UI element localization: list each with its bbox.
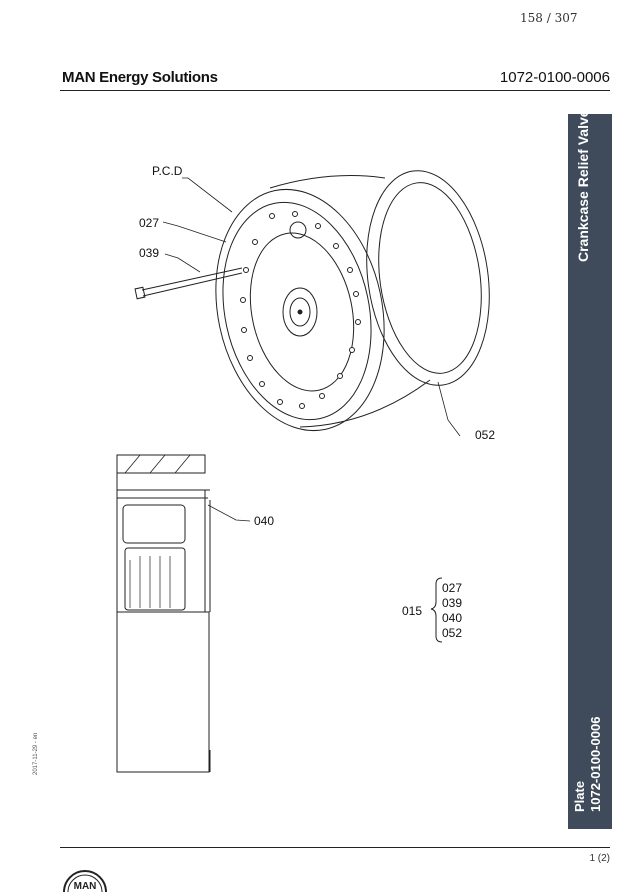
leader-lines: [163, 178, 460, 521]
assembly-brace: [431, 578, 442, 642]
assembly-child-039: 039: [442, 596, 463, 610]
valve-body-drawing: [194, 163, 502, 447]
company-name: MAN Energy Solutions: [62, 69, 218, 86]
page-indicator: 158 / 307: [520, 11, 578, 25]
bolt-drawing: [135, 268, 242, 299]
plate-number: 1072-0100-0006: [588, 716, 603, 812]
assembly-child-027: 027: [442, 581, 463, 595]
label-part-027: 027: [139, 216, 160, 230]
plate-label: Plate: [572, 780, 587, 812]
label-part-052: 052: [475, 428, 496, 442]
assembly-child-040: 040: [442, 611, 463, 625]
logo-text: MAN: [73, 881, 97, 892]
sidebar-title: Crankcase Relief Valve: [575, 109, 591, 262]
assembly-parent-label: 015: [402, 604, 423, 618]
label-part-039: 039: [139, 246, 160, 260]
assembly-child-052: 052: [442, 626, 463, 640]
label-pcd: P.C.D: [152, 164, 183, 178]
footer-divider: [60, 847, 610, 848]
section-view-drawing: [117, 455, 210, 772]
page-fraction: 1 (2): [589, 853, 610, 864]
margin-note: 2017-11-29 - en: [33, 732, 39, 775]
label-part-040: 040: [254, 514, 275, 528]
man-logo: [60, 862, 110, 892]
document-number: 1072-0100-0006: [499, 69, 610, 86]
